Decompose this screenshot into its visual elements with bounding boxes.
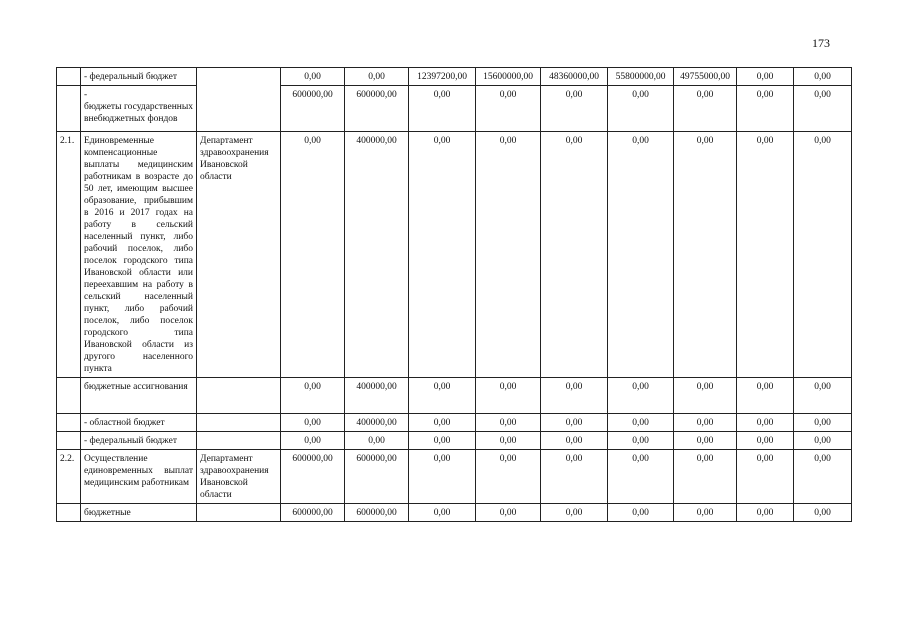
value-cell: 0,00 [541, 450, 608, 504]
value-cell: 0,00 [409, 504, 476, 522]
row-name: Единовременные компенсационные выплаты медицинским работникам в возрасте до 50 лет, имеющим высшее образование, прибывшим в 2016 и 2017 годах на работу в сельский населенный пункт, либо рабочий поселок, либо поселок городского типа Ивановской области или переехавшим на работу в сельский населенный пункт, либо рабочий поселок, либо поселок городского типа Ивановской области из другого населенного пункта [81, 132, 197, 378]
value-cell: 0,00 [737, 414, 794, 432]
value-cell: 0,00 [409, 378, 476, 414]
row-name: бюджетные [81, 504, 197, 522]
value-cell: 600000,00 [345, 450, 409, 504]
value-cell: 0,00 [476, 86, 541, 132]
value-cell: 0,00 [674, 450, 737, 504]
table-row [57, 432, 852, 450]
value-cell: 0,00 [794, 86, 852, 132]
value-cell: 0,00 [345, 68, 409, 86]
value-cell: 0,00 [608, 132, 674, 378]
row-index [57, 414, 81, 432]
value-cell: 0,00 [476, 378, 541, 414]
row-executor: Департамент здравоохранения Ивановской области [197, 450, 281, 504]
row-name-text: бюджеты государственных внебюджетных фондов [84, 102, 193, 124]
table-row [57, 68, 852, 86]
value-cell: 0,00 [674, 414, 737, 432]
value-cell: 48360000,00 [541, 68, 608, 86]
value-cell: 0,00 [281, 132, 345, 378]
row-index [57, 68, 81, 86]
value-cell: 0,00 [476, 132, 541, 378]
value-cell: 0,00 [674, 86, 737, 132]
value-cell: 0,00 [409, 132, 476, 378]
row-index [57, 504, 81, 522]
value-cell: 400000,00 [345, 378, 409, 414]
value-cell: 600000,00 [345, 504, 409, 522]
row-executor [197, 504, 281, 522]
value-cell: 0,00 [541, 414, 608, 432]
value-cell: 55800000,00 [608, 68, 674, 86]
value-cell: 12397200,00 [409, 68, 476, 86]
value-cell: 0,00 [476, 450, 541, 504]
value-cell: 0,00 [281, 68, 345, 86]
value-cell: 0,00 [794, 378, 852, 414]
value-cell: 0,00 [608, 414, 674, 432]
row-index: 2.2. [57, 450, 81, 504]
value-cell: 0,00 [608, 86, 674, 132]
value-cell: 0,00 [737, 132, 794, 378]
row-name-dash: - [84, 90, 88, 100]
value-cell: 0,00 [737, 68, 794, 86]
value-cell: 0,00 [476, 504, 541, 522]
value-cell: 0,00 [281, 432, 345, 450]
value-cell: 0,00 [794, 504, 852, 522]
row-index [57, 432, 81, 450]
value-cell: 0,00 [608, 504, 674, 522]
value-cell: 0,00 [409, 432, 476, 450]
value-cell: 0,00 [674, 378, 737, 414]
value-cell: 0,00 [794, 132, 852, 378]
table-row [57, 504, 852, 522]
table-row [57, 86, 852, 132]
value-cell: 0,00 [345, 432, 409, 450]
value-cell: 600000,00 [281, 86, 345, 132]
row-name: - федеральный бюджет [81, 68, 197, 86]
value-cell: 0,00 [674, 132, 737, 378]
value-cell: 0,00 [794, 432, 852, 450]
value-cell: 0,00 [674, 432, 737, 450]
value-cell: 0,00 [794, 450, 852, 504]
value-cell: 0,00 [608, 378, 674, 414]
page-number: 173 [812, 36, 830, 50]
value-cell: 0,00 [737, 450, 794, 504]
value-cell: 0,00 [476, 432, 541, 450]
table-row [57, 378, 852, 414]
row-index [57, 378, 81, 414]
row-executor: Департамент здравоохранения Ивановской области [197, 132, 281, 378]
row-executor [197, 378, 281, 414]
value-cell: 0,00 [476, 414, 541, 432]
row-name: - областной бюджет [81, 414, 197, 432]
row-name [81, 86, 197, 132]
value-cell: 0,00 [541, 86, 608, 132]
value-cell: 400000,00 [345, 414, 409, 432]
value-cell: 0,00 [409, 450, 476, 504]
value-cell: 49755000,00 [674, 68, 737, 86]
row-executor [197, 432, 281, 450]
value-cell: 0,00 [541, 378, 608, 414]
row-index: 2.1. [57, 132, 81, 378]
table-row [57, 450, 852, 504]
value-cell: 0,00 [737, 378, 794, 414]
row-executor [197, 414, 281, 432]
value-cell: 0,00 [541, 432, 608, 450]
row-name: - федеральный бюджет [81, 432, 197, 450]
value-cell: 0,00 [541, 504, 608, 522]
value-cell: 0,00 [281, 378, 345, 414]
row-name: Осуществление единовременных выплат медицинским работникам [81, 450, 197, 504]
value-cell: 0,00 [794, 414, 852, 432]
value-cell: 600000,00 [345, 86, 409, 132]
value-cell: 0,00 [794, 68, 852, 86]
value-cell: 0,00 [737, 432, 794, 450]
row-name: бюджетные ассигнования [81, 378, 197, 414]
value-cell: 0,00 [281, 414, 345, 432]
value-cell: 600000,00 [281, 504, 345, 522]
row-index [57, 86, 81, 132]
value-cell: 0,00 [608, 432, 674, 450]
value-cell: 0,00 [541, 132, 608, 378]
value-cell: 600000,00 [281, 450, 345, 504]
row-executor [197, 68, 281, 132]
budget-table [56, 67, 852, 522]
value-cell: 0,00 [409, 414, 476, 432]
value-cell: 0,00 [608, 450, 674, 504]
value-cell: 15600000,00 [476, 68, 541, 86]
value-cell: 0,00 [674, 504, 737, 522]
value-cell: 400000,00 [345, 132, 409, 378]
value-cell: 0,00 [737, 504, 794, 522]
value-cell: 0,00 [737, 86, 794, 132]
table-row [57, 132, 852, 378]
value-cell: 0,00 [409, 86, 476, 132]
table-row [57, 414, 852, 432]
